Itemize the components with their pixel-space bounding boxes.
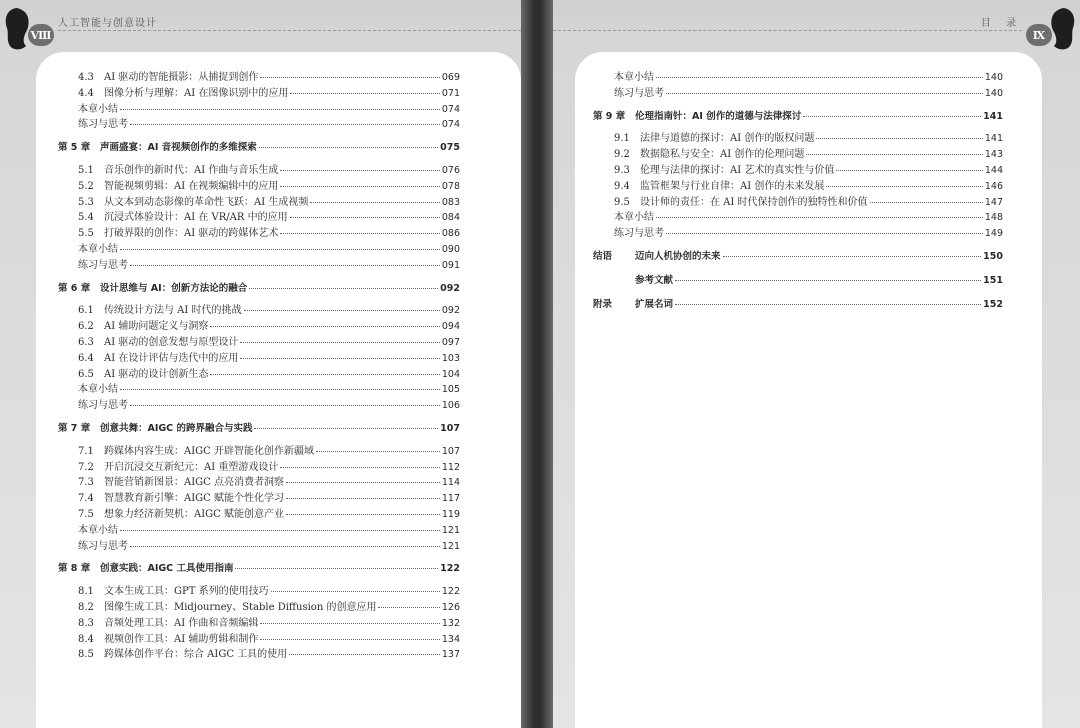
toc-chapter-entry[interactable] <box>58 280 460 296</box>
toc-page-number: 083 <box>441 196 460 208</box>
toc-section-entry[interactable] <box>78 333 460 349</box>
toc-entry-text: 监管框架与行业自律：AI 创作的未来发展 <box>640 180 825 192</box>
toc-entry-number: 5.4 <box>78 212 94 224</box>
toc-entry-number: 5.1 <box>78 164 94 176</box>
toc-entry-text: 练习与思考 <box>78 259 128 271</box>
toc-entry-title <box>78 224 278 239</box>
dot-leader <box>666 232 983 234</box>
toc-entry-title <box>614 129 814 144</box>
toc-page-number: 122 <box>440 563 460 575</box>
toc-section-entry[interactable] <box>78 582 460 598</box>
toc-summary-entry[interactable] <box>78 521 460 537</box>
dot-leader <box>210 373 440 375</box>
dot-leader <box>286 497 440 499</box>
toc-entry-title <box>614 145 804 160</box>
toc-entry-number: 第 8 章 <box>58 563 91 575</box>
dot-leader <box>260 638 440 640</box>
toc-entry-title <box>78 100 118 115</box>
toc-page-number: 150 <box>983 250 1003 262</box>
dot-leader <box>120 529 440 531</box>
toc-section-entry[interactable] <box>78 68 460 84</box>
toc-entry-title <box>58 420 252 434</box>
toc-entry-text: 参考文献 <box>635 274 674 286</box>
toc-entry-title <box>78 380 118 395</box>
toc-entry-text: 音乐创作的新时代：AI 作曲与音乐生成 <box>104 164 279 176</box>
toc-entry-title <box>614 84 664 99</box>
toc-summary-entry[interactable] <box>78 115 460 131</box>
toc-entry-number: 7.5 <box>78 508 94 520</box>
toc-chapter-entry[interactable] <box>593 248 1003 264</box>
toc-section-entry[interactable] <box>78 161 460 177</box>
page-numeral-badge: Ⅸ <box>1026 24 1052 46</box>
toc-entry-title <box>78 458 278 473</box>
toc-page-number: 114 <box>441 477 460 489</box>
toc-summary-entry[interactable] <box>78 380 460 396</box>
toc-entry-number: 结语 <box>593 250 613 262</box>
toc-entry-title <box>78 505 284 520</box>
toc-page-number: 144 <box>984 164 1003 176</box>
dot-leader <box>806 153 983 155</box>
dot-leader <box>675 279 981 281</box>
toc-summary-entry[interactable] <box>78 256 460 272</box>
page-numeral-badge: Ⅷ <box>28 24 54 46</box>
toc-page-number: 126 <box>441 601 460 613</box>
toc-entry-number: 8.4 <box>78 633 94 645</box>
toc-section-entry[interactable] <box>78 224 460 240</box>
toc-entry-title <box>78 598 376 613</box>
dot-leader <box>120 248 440 250</box>
toc-entry-text: 跨媒体创作平台：综合 AIGC 工具的使用 <box>104 649 288 661</box>
toc-page-number: 084 <box>441 212 460 224</box>
toc-entry-text: 本章小结 <box>78 103 118 115</box>
toc-page-number: 151 <box>983 274 1003 286</box>
dot-leader <box>290 216 440 218</box>
dot-leader <box>249 287 438 289</box>
toc-entry-number: 第 7 章 <box>58 422 91 434</box>
toc-page-number: 074 <box>441 103 460 115</box>
toc-section-entry[interactable] <box>78 208 460 224</box>
dot-leader <box>240 357 440 359</box>
toc-section-entry[interactable] <box>78 598 460 614</box>
dot-leader <box>826 185 983 187</box>
toc-page-number: 086 <box>441 228 460 240</box>
toc-entry-title <box>614 177 824 192</box>
dot-leader <box>286 513 440 515</box>
toc-entry-text: 迈向人机协创的未来 <box>635 250 721 262</box>
dot-leader <box>244 309 440 311</box>
dot-leader <box>240 341 440 343</box>
toc-section-entry[interactable] <box>78 458 460 474</box>
dot-leader <box>130 545 440 547</box>
toc-entry-title <box>593 248 721 262</box>
toc-entry-text: AI 在设计评估与迭代中的应用 <box>104 352 239 364</box>
toc-entry-title <box>78 301 242 316</box>
toc-entry-number: 8.5 <box>78 649 94 661</box>
toc-entry-title <box>78 333 238 348</box>
toc-entry-title <box>78 68 258 83</box>
toc-entry-title <box>58 280 247 294</box>
toc-entry-text: 智能视频剪辑：AI 在视频编辑中的应用 <box>104 180 279 192</box>
toc-section-entry[interactable] <box>614 145 1003 161</box>
toc-entry-number: 第 5 章 <box>58 142 91 154</box>
dot-leader <box>210 325 440 327</box>
dot-leader <box>254 427 438 429</box>
toc-entry-title <box>614 208 654 223</box>
toc-page-number: 078 <box>441 180 460 192</box>
toc-page-number: 149 <box>984 228 1003 240</box>
toc-section-entry[interactable] <box>78 442 460 458</box>
toc-entry-number: 6.2 <box>78 321 94 333</box>
toc-entry-title <box>78 208 288 223</box>
toc-section-entry[interactable] <box>78 630 460 646</box>
dot-leader <box>130 123 440 125</box>
toc-page-number: 122 <box>441 586 460 598</box>
toc-entry-number: 5.2 <box>78 180 94 192</box>
dot-leader <box>290 92 440 94</box>
toc-entry-text: 音频处理工具：AI 作曲和音频编辑 <box>104 617 259 629</box>
toc-entry-text: 图像生成工具：Midjourney、Stable Diffusion 的创意应用 <box>104 601 377 613</box>
dot-leader <box>130 404 440 406</box>
toc-entry-number: 4.4 <box>78 87 94 99</box>
toc-entry-title <box>78 396 128 411</box>
toc-entry-title <box>78 365 208 380</box>
toc-entry-text: 声画盛宴：AI 音视频创作的多维探索 <box>100 142 257 154</box>
toc-entry-text: 法律与道德的探讨：AI 创作的版权问题 <box>640 133 815 145</box>
toc-entry-text: 练习与思考 <box>614 87 664 99</box>
toc-entry-text: 视频创作工具：AI 辅助剪辑和制作 <box>104 633 259 645</box>
book-gutter <box>521 0 553 728</box>
toc-page-number: 092 <box>440 282 460 294</box>
toc-entry-title <box>78 521 118 536</box>
toc-entry-title <box>78 630 258 645</box>
toc-summary-entry[interactable] <box>78 396 460 412</box>
toc-entry-number: 7.1 <box>78 445 94 457</box>
toc-page-number: 105 <box>441 384 460 396</box>
toc-page-number: 140 <box>984 72 1003 83</box>
toc-entry-number: 5.3 <box>78 196 94 208</box>
dot-leader <box>836 169 983 171</box>
toc-entry-title <box>58 139 257 153</box>
toc-entry-number: 5.5 <box>78 228 94 240</box>
toc-summary-entry[interactable] <box>614 84 1003 100</box>
dot-leader <box>260 76 440 78</box>
toc-entry-number: 7.4 <box>78 493 94 505</box>
toc-summary-entry[interactable] <box>78 100 460 116</box>
toc-entry-number: 9.4 <box>614 180 630 192</box>
toc-summary-entry[interactable] <box>78 240 460 256</box>
toc-entry-text: 创意共舞：AIGC 的跨界融合与实践 <box>100 422 253 434</box>
toc-entry-number: 8.1 <box>78 586 94 598</box>
toc-section-entry[interactable] <box>78 301 460 317</box>
toc-entry-title <box>78 161 278 176</box>
toc-entry-title <box>78 645 287 660</box>
toc-page-number: 091 <box>441 259 460 271</box>
dot-leader <box>378 606 439 608</box>
toc-section-entry[interactable] <box>78 349 460 365</box>
toc-page-number: 134 <box>441 633 460 645</box>
dot-leader <box>280 169 440 171</box>
dot-leader <box>316 450 440 452</box>
toc-entry-number: 第 9 章 <box>593 110 626 122</box>
toc-page-number: 121 <box>441 540 460 552</box>
toc-entry-title <box>78 115 128 130</box>
toc-entry-text: 设计思维与 AI：创新方法论的融合 <box>100 282 248 294</box>
toc-page-number: 103 <box>441 352 460 364</box>
toc-entry-title <box>593 108 801 122</box>
toc-entry-text: 想象力经济新契机：AIGC 赋能创意产业 <box>104 508 284 520</box>
toc-entry-number: 第 6 章 <box>58 282 91 294</box>
dot-leader <box>310 201 440 203</box>
toc-summary-entry[interactable] <box>78 537 460 553</box>
toc-entry-text: 智慧教育新引擎：AIGC 赋能个性化学习 <box>104 493 284 505</box>
toc-entry-number: 7.3 <box>78 477 94 489</box>
toc-section-entry[interactable] <box>78 177 460 193</box>
toc-entry-text: 打破界限的创作：AI 驱动的跨媒体艺术 <box>104 228 279 240</box>
toc-entry-title <box>78 473 284 488</box>
toc-entry-number: 6.3 <box>78 336 94 348</box>
toc-entry-text: 智能营销新图景：AIGC 点亮消费者洞察 <box>104 477 284 489</box>
dot-leader <box>675 303 981 305</box>
toc-entry-number: 4.3 <box>78 72 94 83</box>
toc-chapter-entry[interactable] <box>593 272 1003 288</box>
toc-section-entry[interactable] <box>78 489 460 505</box>
dot-leader <box>656 76 983 78</box>
toc-entry-number: 9.1 <box>614 133 630 145</box>
toc-section-entry[interactable] <box>614 161 1003 177</box>
toc-page-number: 104 <box>441 368 460 380</box>
dot-leader <box>286 481 440 483</box>
toc-entry-text: 传统设计方法与 AI 时代的挑战 <box>104 305 242 317</box>
toc-page-number: 090 <box>441 243 460 255</box>
toc-entry-text: 练习与思考 <box>78 119 128 131</box>
toc-entry-text: 数据隐私与安全：AI 创作的伦理问题 <box>640 149 805 161</box>
toc-entry-number: 9.2 <box>614 149 630 161</box>
toc-entry-text: 本章小结 <box>614 72 654 83</box>
toc-section-entry[interactable] <box>78 614 460 630</box>
toc-page-number: 146 <box>984 180 1003 192</box>
toc-section-entry[interactable] <box>614 193 1003 209</box>
toc-entry-title <box>78 614 258 629</box>
toc-entry-number: 6.5 <box>78 368 94 380</box>
dot-leader <box>723 255 982 257</box>
toc-section-entry[interactable] <box>78 505 460 521</box>
toc-section-entry[interactable] <box>78 645 460 661</box>
dot-leader <box>870 201 983 203</box>
toc-page-number: 069 <box>441 72 460 83</box>
toc-entry-number: 7.2 <box>78 461 94 473</box>
toc-entry-number: 8.2 <box>78 601 94 613</box>
toc-entry-text: 跨媒体内容生成：AIGC 开辟智能化创作新疆域 <box>104 445 314 457</box>
toc-entry-text: 设计师的责任：在 AI 时代保持创作的独特性和价值 <box>640 196 868 208</box>
toc-page-number: 107 <box>441 445 460 457</box>
dot-leader <box>130 264 440 266</box>
toc-entry-number: 附录 <box>593 298 613 310</box>
toc-entry-text: 本章小结 <box>78 524 118 536</box>
toc-entry-text: AI 辅助问题定义与洞察 <box>104 321 209 333</box>
running-header: 人工智能与创意设计 <box>58 18 157 29</box>
toc-entry-text: AI 驱动的创意发想与原型设计 <box>104 336 239 348</box>
toc-entry-title <box>614 161 834 176</box>
toc-entry-number: 9.3 <box>614 164 630 176</box>
toc-chapter-entry[interactable] <box>58 420 460 436</box>
toc-entry-title <box>614 224 664 239</box>
toc-entry-number: 8.3 <box>78 617 94 629</box>
dot-leader <box>280 466 440 468</box>
toc-entry-title <box>78 256 128 271</box>
toc-section-entry[interactable] <box>78 84 460 100</box>
toc-page-number: 112 <box>441 461 460 473</box>
dot-leader <box>289 653 440 655</box>
toc-entry-title <box>78 240 118 255</box>
toc-page-number: 097 <box>441 336 460 348</box>
toc-entry-text: 图像分析与理解：AI 在图像识别中的应用 <box>104 87 289 99</box>
dot-leader <box>280 185 440 187</box>
toc-page-number: 107 <box>440 422 460 434</box>
toc-entry-title <box>593 272 673 286</box>
toc-entry-title <box>78 537 128 552</box>
head-silhouette-icon <box>1048 6 1078 52</box>
toc-entry-title <box>78 193 308 208</box>
toc-page-number: 148 <box>984 212 1003 224</box>
header-divider <box>553 30 1022 31</box>
toc-entry-title <box>78 177 278 192</box>
toc-entry-text: 扩展名词 <box>635 298 674 310</box>
toc-page-number: 071 <box>441 87 460 99</box>
toc-entry-text: 练习与思考 <box>78 540 128 552</box>
toc-entry-text: 伦理指南针：AI 创作的道德与法律探讨 <box>635 110 802 122</box>
toc-section-entry[interactable] <box>78 193 460 209</box>
toc-chapter-entry[interactable] <box>593 296 1003 312</box>
toc-page-number: 140 <box>984 87 1003 99</box>
toc-page-number: 074 <box>441 119 460 131</box>
toc-entry-title <box>614 193 868 208</box>
toc-entry-text: 沉浸式体验设计：AI 在 VR/AR 中的应用 <box>104 212 288 224</box>
toc-entry-title <box>614 68 654 83</box>
toc-entry-text: AI 驱动的设计创新生态 <box>104 368 209 380</box>
toc-section-entry[interactable] <box>78 473 460 489</box>
toc-entry-title <box>593 296 673 310</box>
toc-section-entry[interactable] <box>78 365 460 381</box>
dot-leader <box>656 216 983 218</box>
dot-leader <box>666 92 983 94</box>
dot-leader <box>260 622 440 624</box>
toc-list <box>58 68 460 661</box>
toc-chapter-entry[interactable] <box>58 139 460 155</box>
toc-chapter-entry[interactable] <box>58 560 460 576</box>
dot-leader <box>803 115 981 117</box>
dot-leader <box>271 590 440 592</box>
toc-entry-text: 伦理与法律的探讨：AI 艺术的真实性与价值 <box>640 164 835 176</box>
toc-summary-entry[interactable] <box>614 68 1003 84</box>
toc-page-number: 132 <box>441 617 460 629</box>
toc-page-number: 075 <box>440 142 460 154</box>
toc-entry-text: 练习与思考 <box>614 228 664 240</box>
toc-entry-text: 文本生成工具：GPT 系列的使用技巧 <box>104 586 269 598</box>
dot-leader <box>235 567 438 569</box>
toc-page-number: 141 <box>983 110 1003 122</box>
dot-leader <box>816 137 983 139</box>
toc-entry-text: 练习与思考 <box>78 400 128 412</box>
toc-entry-text: 从文本到动态影像的革命性飞跃：AI 生成视频 <box>104 196 309 208</box>
toc-chapter-entry[interactable] <box>593 108 1003 124</box>
toc-entry-number: 6.1 <box>78 305 94 317</box>
toc-page-number: 119 <box>441 508 460 520</box>
dot-leader <box>280 232 440 234</box>
toc-page-number: 117 <box>441 493 460 505</box>
toc-section-entry[interactable] <box>614 129 1003 145</box>
toc-entry-number: 6.4 <box>78 352 94 364</box>
running-header: 目 录 <box>980 18 1022 29</box>
dot-leader <box>120 388 440 390</box>
dot-leader <box>259 146 438 148</box>
toc-page-number: 141 <box>984 133 1003 145</box>
toc-page-number: 152 <box>983 298 1003 310</box>
toc-page-number: 106 <box>441 400 460 412</box>
toc-entry-text: 创意实践：AIGC 工具使用指南 <box>100 563 234 575</box>
toc-entry-title <box>58 560 233 574</box>
toc-page-number: 147 <box>984 196 1003 208</box>
toc-section-entry[interactable] <box>614 177 1003 193</box>
toc-entry-title <box>78 442 314 457</box>
header-divider <box>58 30 521 31</box>
toc-entry-text: 开启沉浸交互新纪元：AI 重塑游戏设计 <box>104 461 279 473</box>
head-silhouette-icon <box>2 6 32 52</box>
toc-entry-text: 本章小结 <box>78 384 118 396</box>
toc-page-number: 092 <box>441 305 460 317</box>
right-page <box>553 0 1080 728</box>
toc-entry-number: 9.5 <box>614 196 630 208</box>
toc-entry-title <box>78 84 288 99</box>
toc-entry-text: 本章小结 <box>78 243 118 255</box>
toc-page-number: 121 <box>441 524 460 536</box>
toc-page-number: 076 <box>441 164 460 176</box>
toc-entry-text: 本章小结 <box>614 212 654 224</box>
toc-entry-title <box>78 317 208 332</box>
toc-page-number: 143 <box>984 149 1003 161</box>
toc-section-entry[interactable] <box>78 317 460 333</box>
toc-entry-text: AI 驱动的智能摄影：从捕捉到创作 <box>104 72 259 83</box>
toc-entry-title <box>78 582 269 597</box>
left-page <box>0 0 521 728</box>
toc-entry-title <box>78 489 284 504</box>
dot-leader <box>120 108 440 110</box>
toc-list <box>593 68 1003 317</box>
toc-page-number: 094 <box>441 321 460 333</box>
toc-summary-entry[interactable] <box>614 208 1003 224</box>
toc-page-number: 137 <box>441 649 460 661</box>
toc-summary-entry[interactable] <box>614 224 1003 240</box>
toc-entry-title <box>78 349 238 364</box>
